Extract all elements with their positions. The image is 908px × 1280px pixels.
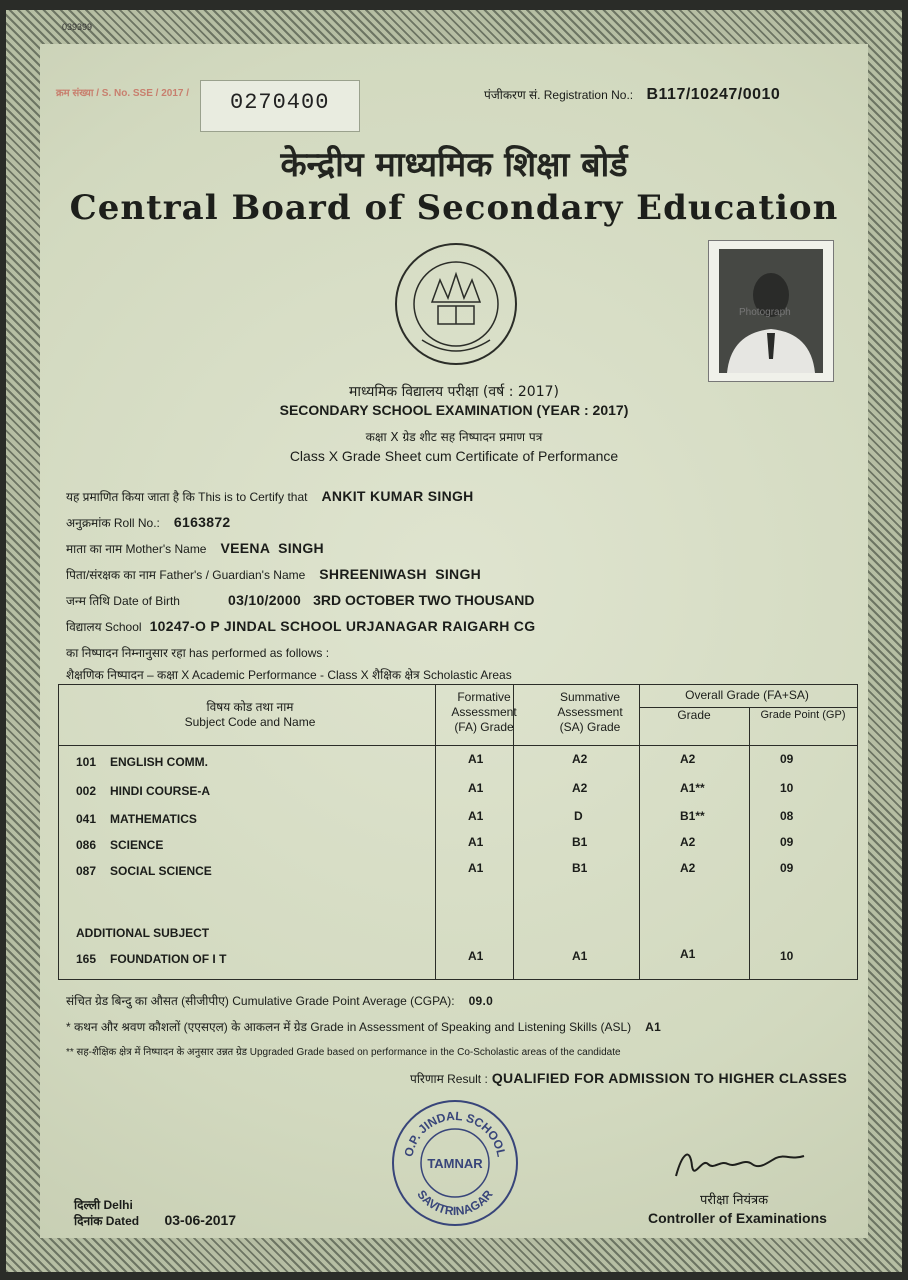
serial-label: क्रम संख्या / S. No. SSE / 2017 / <box>56 88 190 99</box>
registration <box>484 86 780 104</box>
cgpa-label: संचित ग्रेड बिन्दु का औसत (सीजीपीए) Cumulative Grade Point Average (CGPA): <box>66 994 455 1008</box>
svg-text:SAVITRINAGAR <box>414 1187 495 1218</box>
school-stamp <box>390 1098 520 1228</box>
mother-row <box>66 540 324 557</box>
svg-text:O.P. JINDAL SCHOOL <box>401 1109 508 1158</box>
candidate-name: ANKIT KUMAR SINGH <box>321 488 474 504</box>
date-row <box>74 1212 236 1229</box>
date-label: दिनांक Dated <box>74 1214 140 1228</box>
controller-title-english: Controller of Examinations <box>648 1210 827 1226</box>
controller-signature <box>668 1140 818 1184</box>
academic-line: शैक्षणिक निष्पादन – कक्षा X Academic Performance - Class X शैक्षिक क्षेत्र Scholastic Areas <box>66 668 512 682</box>
registration-label: पंजीकरण सं. Registration No.: <box>484 88 634 102</box>
performed-line: का निष्पादन निम्नानुसार रहा has performed as follows : <box>66 646 330 660</box>
photo-label: Photograph <box>739 307 791 318</box>
result-row <box>410 1070 847 1087</box>
certify-row <box>66 488 474 505</box>
certificate-title-english: Class X Grade Sheet cum Certificate of Performance <box>289 448 619 464</box>
roll-label: अनुक्रमांक Roll No.: <box>66 516 160 530</box>
mother-label: माता का नाम Mother's Name <box>66 542 207 556</box>
dob-words: 3RD OCTOBER TWO THOUSAND <box>313 592 535 608</box>
controller-title-hindi: परीक्षा नियंत्रक <box>700 1193 769 1208</box>
sa-header: Summative Assessment (SA) Grade <box>557 690 623 734</box>
gp-header: Grade Point (GP) <box>760 709 846 721</box>
dob-label: जन्म तिथि Date of Birth <box>66 594 180 608</box>
school-label: विद्यालय School <box>66 620 142 634</box>
candidate-photo <box>708 240 834 382</box>
mother-name: VEENA SINGH <box>220 540 324 556</box>
father-name: SHREENIWASH SINGH <box>319 566 482 582</box>
school-row <box>66 618 535 635</box>
certify-label: यह प्रमाणित किया जाता है कि This is to Certify that <box>66 490 308 504</box>
certificate-title-hindi: कक्षा X ग्रेड शीट सह निष्पादन प्रमाण पत्र <box>365 430 543 444</box>
school-name: 10247-O P JINDAL SCHOOL URJANAGAR RAIGARH CG <box>149 618 536 634</box>
board-title-english: Central Board of Secondary Education <box>69 188 839 228</box>
roll-row <box>66 514 231 531</box>
serial-number: 0270400 <box>230 90 330 115</box>
subject-header: विषय कोड तथा नाम Subject Code and Name <box>184 700 316 729</box>
upgraded-note: ** सह-शैक्षिक क्षेत्र में निष्पादन के अनुसार उन्नत ग्रेड Upgraded Grade based on performance in the Co-Scholastic areas of the candidate <box>66 1047 621 1058</box>
additional-subject-label: ADDITIONAL SUBJECT <box>76 926 210 940</box>
asl-label: * कथन और श्रवण कौशलों (एएसएल) के आकलन में ग्रेड Grade in Assessment of Speaking and Listening Skills (ASL) <box>66 1020 632 1034</box>
overall-header: Overall Grade (FA+SA) <box>685 688 809 702</box>
date-value: 03-06-2017 <box>164 1212 237 1228</box>
asl-value: A1 <box>645 1020 662 1034</box>
stamp-top-text: O.P. JINDAL SCHOOL <box>401 1108 509 1159</box>
result-value: QUALIFIED FOR ADMISSION TO HIGHER CLASSES <box>491 1070 848 1086</box>
registration-number: B117/10247/0010 <box>646 86 781 103</box>
exam-title-english: SECONDARY SCHOOL EXAMINATION (YEAR : 2017) <box>279 402 629 418</box>
board-title-hindi: केन्द्रीय माध्यमिक शिक्षा बोर्ड <box>280 145 628 185</box>
document-code: 039399 <box>62 22 93 32</box>
father-label: पिता/संरक्षक का नाम Father's / Guardian's Name <box>66 568 306 582</box>
result-label: परिणाम Result : <box>410 1072 488 1086</box>
cgpa-value: 09.0 <box>468 994 494 1008</box>
stamp-bottom-text: SAVITRINAGAR <box>414 1187 496 1219</box>
asl-row <box>66 1018 661 1035</box>
father-row <box>66 566 481 583</box>
dob-value: 03/10/2000 <box>228 592 302 608</box>
cbse-emblem-icon <box>392 240 520 368</box>
place: दिल्ली Delhi <box>74 1198 133 1212</box>
dob-row <box>66 592 535 609</box>
cgpa-row <box>66 992 493 1009</box>
stamp-center-text: TAMNAR <box>427 1156 483 1171</box>
fa-header: Formative Assessment (FA) Grade <box>451 690 517 734</box>
exam-title-hindi: माध्यमिक विद्यालय परीक्षा (वर्ष : 2017) <box>349 384 559 400</box>
roll-number: 6163872 <box>173 514 231 530</box>
grade-header: Grade <box>677 708 711 722</box>
